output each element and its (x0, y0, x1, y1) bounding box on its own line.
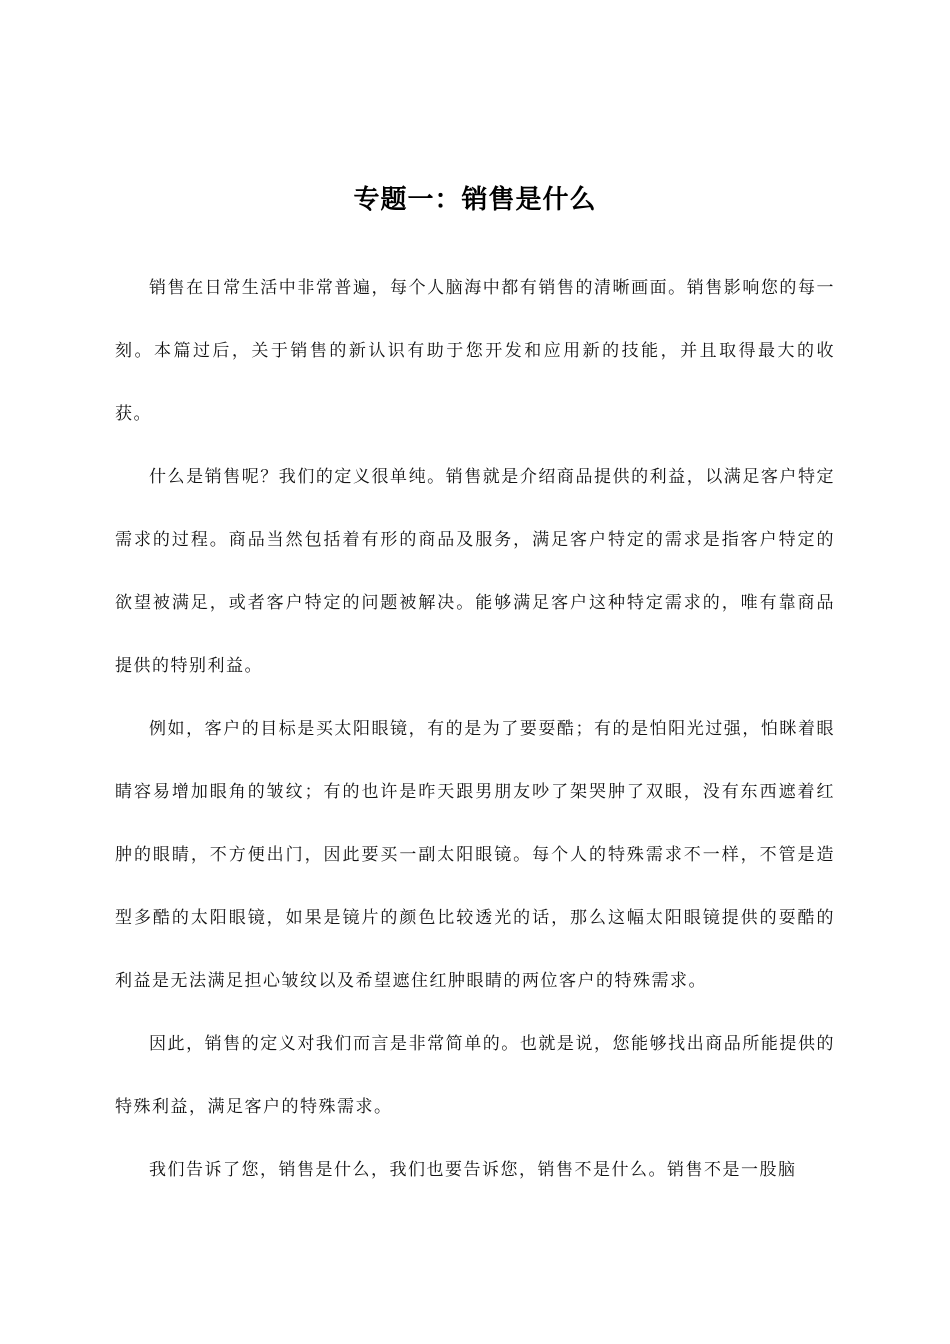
paragraph: 销售在日常生活中非常普遍，每个人脑海中都有销售的清晰画面。销售影响您的每一刻。本篇过后，关于销售的新认识有助于您开发和应用新的技能，并且取得最大的收获。 (115, 278, 835, 424)
paragraph: 例如，客户的目标是买太阳眼镜，有的是为了要耍酷；有的是怕阳光过强，怕眯着眼睛容易增加眼角的皱纹；有的也许是昨天跟男朋友吵了架哭肿了双眼，没有东西遮着红肿的眼睛，不方便出门，因此要买一副太阳眼镜。每个人的特殊需求不一样，不管是造型多酷的太阳眼镜，如果是镜片的颜色比较透光的话，那么这幅太阳眼镜提供的耍酷的利益是无法满足担心皱纹以及希望遮住红肿眼睛的两位客户的特殊需求。 (115, 719, 835, 991)
paragraph: 我们告诉了您，销售是什么，我们也要告诉您，销售不是什么。销售不是一股脑 (149, 1160, 797, 1180)
paragraph: 什么是销售呢？我们的定义很单纯。销售就是介绍商品提供的利益，以满足客户特定需求的过程。商品当然包括着有形的商品及服务，满足客户特定的需求是指客户特定的欲望被满足，或者客户特定的问题被解决。能够满足客户这种特定需求的，唯有靠商品提供的特别利益。 (115, 467, 835, 676)
paragraph: 因此，销售的定义对我们而言是非常简单的。也就是说，您能够找出商品所能提供的特殊利益，满足客户的特殊需求。 (115, 1034, 835, 1117)
page-title: 专题一：销售是什么 (353, 185, 597, 215)
document-body (115, 257, 835, 1202)
